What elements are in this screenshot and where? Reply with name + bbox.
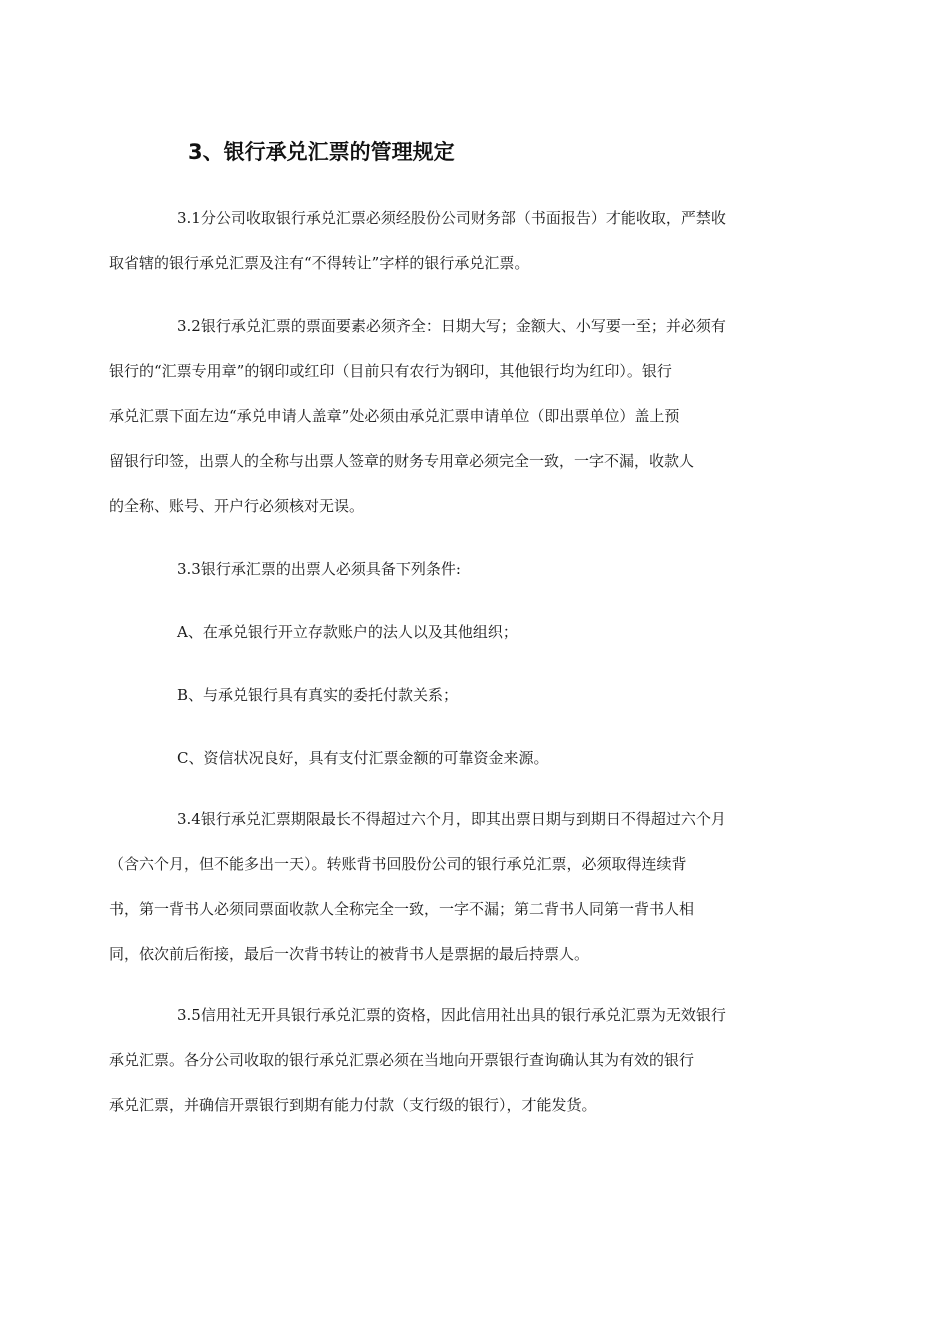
- paragraph-line: 留银行印签，出票人的全称与出票人签章的财务专用章必须完全一致，一字不漏，收款人: [109, 452, 695, 470]
- paragraph-line: 承兑汇票下面左边“承兑申请人盖章”处必须由承兑汇票申请单位（即出票单位）盖上预: [109, 407, 680, 425]
- paragraph-line: 书，第一背书人必须同票面收款人全称完全一致，一字不漏；第二背书人同第一背书人相: [109, 900, 695, 918]
- paragraph-3-5: [109, 993, 809, 1128]
- paragraph-line: 承兑汇票。各分公司收取的银行承兑汇票必须在当地向开票银行查询确认其为有效的银行: [109, 1051, 695, 1069]
- paragraph-line: 承兑汇票，并确信开票银行到期有能力付款（支行级的银行），才能发货。: [109, 1096, 597, 1114]
- paragraph-line: 3.1分公司收取银行承兑汇票必须经股份公司财务部（书面报告）才能收取，严禁收: [177, 209, 726, 227]
- paragraph-3-4: [109, 797, 809, 977]
- paragraph-line: （含六个月，但不能多出一天）。转账背书回股份公司的银行承兑汇票，必须取得连续背: [109, 855, 687, 873]
- paragraph-line: 3.4银行承兑汇票期限最长不得超过六个月，即其出票日期与到期日不得超过六个月: [177, 810, 726, 828]
- condition-c: C、资信状况良好，具有支付汇票金额的可靠资金来源。: [177, 749, 549, 767]
- paragraph-line: 同，依次前后衔接，最后一次背书转让的被背书人是票据的最后持票人。: [109, 945, 590, 963]
- condition-b: B、与承兑银行具有真实的委托付款关系；: [177, 686, 459, 704]
- paragraph-3-1: [109, 196, 809, 286]
- paragraph-line: 的全称、账号、开户行必须核对无误。: [109, 497, 365, 515]
- section-title: 3、银行承兑汇票的管理规定: [188, 140, 455, 164]
- paragraph-line: 3.2银行承兑汇票的票面要素必须齐全：日期大写；金额大、小写要一至；并必须有: [177, 317, 726, 335]
- paragraph-line: 3.5信用社无开具银行承兑汇票的资格，因此信用社出具的银行承兑汇票为无效银行: [177, 1006, 726, 1024]
- paragraph-3-3: 3.3银行承汇票的出票人必须具备下列条件:: [177, 560, 461, 578]
- paragraph-line: 取省辖的银行承兑汇票及注有“不得转让”字样的银行承兑汇票。: [109, 254, 530, 272]
- paragraph-line: 银行的“汇票专用章”的钢印或红印（目前只有农行为钢印，其他银行均为红印）。银行: [109, 362, 672, 380]
- paragraph-3-2: [109, 304, 809, 529]
- condition-a: A、在承兑银行开立存款账户的法人以及其他组织；: [177, 623, 518, 641]
